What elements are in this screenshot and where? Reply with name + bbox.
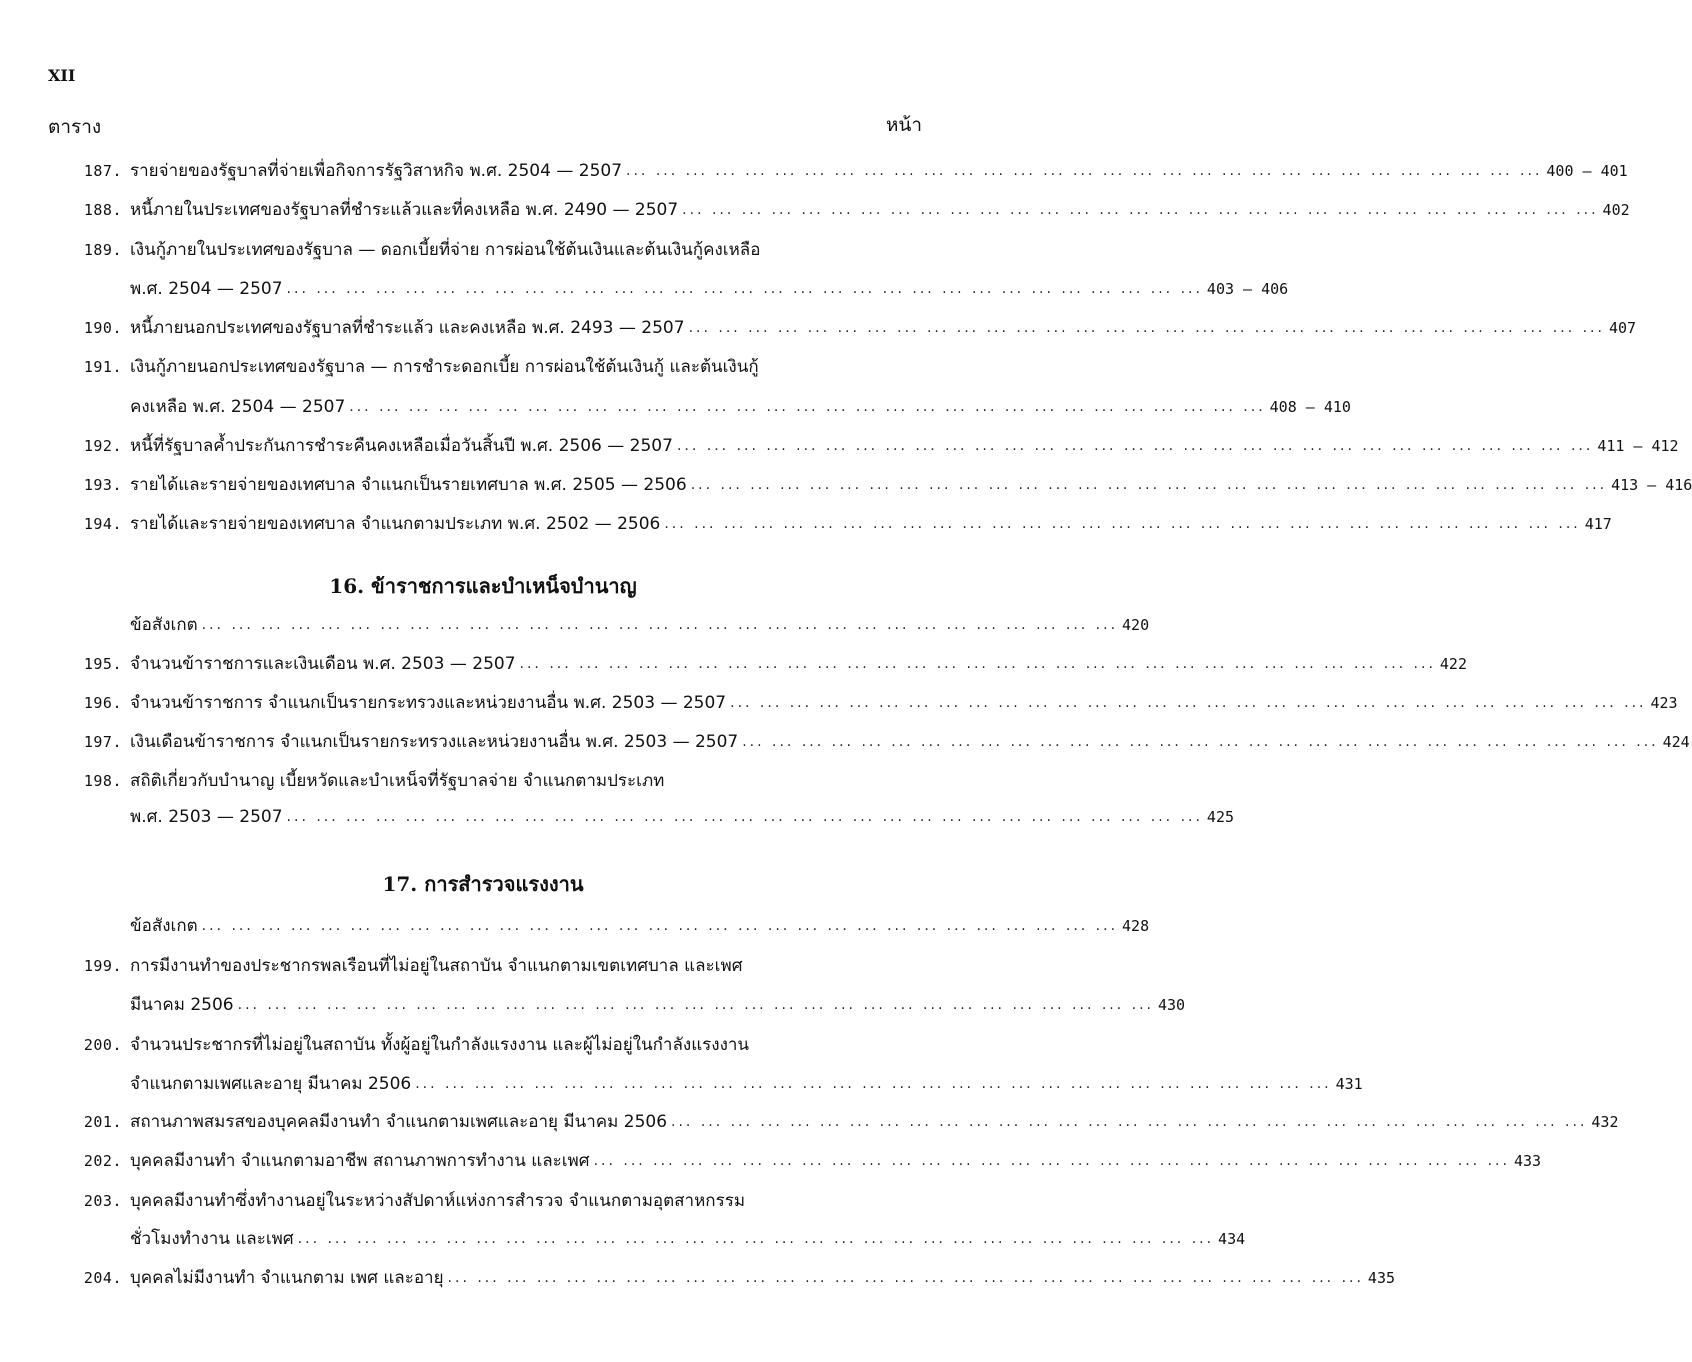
entry-title: หนี้ภายในประเทศของรัฐบาลที่ชำระแล้วและที่คงเหลือ พ.ศ. 2490 — 2507 — [130, 200, 679, 220]
dot-leader: ... ... ... ... ... ... ... ... ... ... ... ... ... ... ... ... ... ... ... ... ... ... ... ... ... ... ... ... ... ... ... — [742, 734, 1659, 750]
entry-title: การมีงานทำของประชากรพลเรือนที่ไม่อยู่ในสถาบัน จำแนกตามเขตเทศบาล และเพศ — [130, 956, 743, 976]
entry-title: สถิติเกี่ยวกับบำนาญ เบี้ยหวัดและบำเหน็จที่รัฐบาลจ่าย จำแนกตามประเภท — [130, 771, 665, 791]
entry-page: 435 — [1367, 1269, 1396, 1287]
contents-entry — [78, 767, 928, 795]
contents-entry — [78, 432, 1679, 460]
contents-entry — [78, 196, 1630, 224]
contents-entry — [78, 353, 928, 381]
entry-number: 192. — [83, 437, 122, 455]
entry-title: เงินกู้ภายในประเทศของรัฐบาล — ดอกเบี้ยที่จ่าย การผ่อนใช้ต้นเงินและต้นเงินกู้คงเหลือ — [130, 240, 761, 260]
entry-body — [130, 1225, 1246, 1253]
dot-leader: ... ... ... ... ... ... ... ... ... ... ... ... ... ... ... ... ... ... ... ... ... ... ... ... ... ... ... ... ... ... ... — [690, 477, 1608, 493]
entry-number: 188. — [83, 201, 122, 219]
contents-entry — [78, 728, 1690, 756]
entry-body — [130, 236, 928, 264]
dot-leader: ... ... ... ... ... ... ... ... ... ... ... ... ... ... ... ... ... ... ... ... ... ... ... ... ... ... ... ... ... ... ... — [730, 695, 1647, 711]
entry-page: 423 — [1650, 694, 1678, 712]
contents-entry — [78, 1187, 928, 1215]
entry-body — [130, 912, 1150, 940]
entry-page: 411 — 412 — [1597, 437, 1679, 455]
entry-title: เงินกู้ภายนอกประเทศของรัฐบาล — การชำระดอกเบี้ย การผ่อนใช้ต้นเงินกู้ และต้นเงินกู้ — [130, 357, 759, 377]
contents-entry — [78, 236, 928, 264]
contents-entry — [78, 1070, 1363, 1098]
entry-body — [130, 1147, 1542, 1175]
entry-number: 200. — [83, 1036, 122, 1054]
entry-page: 403 — 406 — [1206, 280, 1289, 298]
dot-leader: ... ... ... ... ... ... ... ... ... ... ... ... ... ... ... ... ... ... ... ... ... ... ... ... ... ... ... ... ... ... ... — [415, 1076, 1332, 1092]
contents-entry — [78, 157, 1628, 185]
entry-body — [130, 314, 1637, 342]
contents-entry — [78, 689, 1678, 717]
entry-body — [130, 157, 1628, 185]
contents-entry — [78, 650, 1467, 678]
dot-leader: ... ... ... ... ... ... ... ... ... ... ... ... ... ... ... ... ... ... ... ... ... ... ... ... ... ... ... ... ... ... ... — [447, 1270, 1364, 1286]
entry-body — [130, 432, 1679, 460]
dot-leader: ... ... ... ... ... ... ... ... ... ... ... ... ... ... ... ... ... ... ... ... ... ... ... ... ... ... ... ... ... ... ... — [682, 202, 1599, 218]
entry-title: บุคคลมีงานทำ จำแนกตามอาชีพ สถานภาพการทำงาน และเพศ — [130, 1151, 590, 1171]
entry-title: รายได้และรายจ่ายของเทศบาล จำแนกตามประเภท พ.ศ. 2502 — 2506 — [130, 514, 661, 534]
entry-page: 407 — [1608, 319, 1637, 337]
contents-entry — [78, 991, 1186, 1019]
contents-entry — [78, 1031, 928, 1059]
entry-title: บุคคลมีงานทำซึ่งทำงานอยู่ในระหว่างสัปดาห์แห่งการสำรวจ จำแนกตามอุตสาหกรรม — [130, 1191, 746, 1211]
entry-page: 433 — [1513, 1152, 1542, 1170]
dot-leader: ... ... ... ... ... ... ... ... ... ... ... ... ... ... ... ... ... ... ... ... ... ... ... ... ... ... ... ... ... ... ... — [286, 281, 1203, 297]
dot-leader: ... ... ... ... ... ... ... ... ... ... ... ... ... ... ... ... ... ... ... ... ... ... ... ... ... ... ... ... ... ... ... — [671, 1114, 1588, 1130]
entry-title: รายจ่ายของรัฐบาลที่จ่ายเพื่อกิจการรัฐวิสาหกิจ พ.ศ. 2504 — 2507 — [130, 161, 623, 181]
entry-body — [130, 471, 1692, 499]
entry-title: บุคคลไม่มีงานทำ จำแนกตาม เพศ และอายุ — [130, 1268, 444, 1288]
entry-body — [130, 952, 928, 980]
entry-page: 424 — [1662, 733, 1690, 751]
entry-title: จำนวนข้าราชการและเงินเดือน พ.ศ. 2503 — 2507 — [130, 654, 516, 674]
entry-body — [130, 510, 1612, 538]
contents-entry — [78, 510, 1612, 538]
contents-entry — [78, 952, 928, 980]
entry-title: หนี้ที่รัฐบาลค้ำประกันการชำระคืนคงเหลือเมื่อวันสิ้นปี พ.ศ. 2506 — 2507 — [130, 436, 673, 456]
entry-title: คงเหลือ พ.ศ. 2504 — 2507 — [130, 397, 346, 417]
dot-leader: ... ... ... ... ... ... ... ... ... ... ... ... ... ... ... ... ... ... ... ... ... ... ... ... ... ... ... ... ... ... ... — [237, 997, 1154, 1013]
entry-number: 191. — [83, 358, 122, 376]
contents-entry — [78, 803, 1235, 831]
dot-leader: ... ... ... ... ... ... ... ... ... ... ... ... ... ... ... ... ... ... ... ... ... ... ... ... ... ... ... ... ... ... ... — [201, 918, 1119, 934]
contents-entry — [78, 393, 1351, 421]
column-header-table: ตาราง — [48, 116, 102, 138]
contents-entry — [78, 1147, 1542, 1175]
entry-title: มีนาคม 2506 — [130, 995, 234, 1015]
entry-body — [130, 1264, 1396, 1292]
section-heading-16: 16. ข้าราชการและบำเหน็จบำนาญ — [329, 574, 637, 598]
entry-page: 420 — [1122, 616, 1150, 634]
dot-leader: ... ... ... ... ... ... ... ... ... ... ... ... ... ... ... ... ... ... ... ... ... ... ... ... ... ... ... ... ... ... ... — [664, 516, 1581, 532]
entry-number: 204. — [83, 1269, 122, 1287]
entry-body — [130, 689, 1678, 717]
dot-leader: ... ... ... ... ... ... ... ... ... ... ... ... ... ... ... ... ... ... ... ... ... ... ... ... ... ... ... ... ... ... ... — [676, 438, 1594, 454]
entry-page: 432 — [1591, 1113, 1619, 1131]
entry-page: 408 — 410 — [1269, 398, 1351, 416]
entry-body — [130, 803, 1235, 831]
entry-title: จำนวนประชากรที่ไม่อยู่ในสถาบัน ทั้งผู้อยู่ในกำลังแรงงาน และผู้ไม่อยู่ในกำลังแรงงาน — [130, 1035, 750, 1055]
entry-title: พ.ศ. 2503 — 2507 — [130, 807, 283, 827]
entry-title: สถานภาพสมรสของบุคคลมีงานทำ จำแนกตามเพศและอายุ มีนาคม 2506 — [130, 1112, 668, 1132]
entry-body — [130, 1108, 1619, 1136]
entry-title: จำนวนข้าราชการ จำแนกเป็นรายกระทรวงและหน่วยงานอื่น พ.ศ. 2503 — 2507 — [130, 693, 727, 713]
entry-page: 430 — [1158, 996, 1186, 1014]
entry-number: 198. — [83, 772, 122, 790]
entry-body — [130, 611, 1150, 639]
column-header-page: หน้า — [885, 114, 922, 136]
entry-body — [130, 650, 1467, 678]
entry-body — [130, 991, 1186, 1019]
entry-title: ข้อสังเกต — [130, 916, 198, 936]
entry-page: 402 — [1602, 201, 1630, 219]
entry-number: 199. — [83, 957, 122, 975]
entry-page: 400 — 401 — [1546, 162, 1628, 180]
entry-body — [130, 767, 928, 795]
entry-number: 195. — [83, 655, 122, 673]
entry-body — [130, 196, 1630, 224]
entry-number: 194. — [83, 515, 122, 533]
contents-entry — [78, 1225, 1246, 1253]
entry-number: 189. — [83, 241, 122, 259]
entry-number: 187. — [83, 162, 122, 180]
entry-number: 197. — [83, 733, 122, 751]
entry-number: 202. — [83, 1152, 122, 1170]
entry-body — [130, 353, 928, 381]
dot-leader: ... ... ... ... ... ... ... ... ... ... ... ... ... ... ... ... ... ... ... ... ... ... ... ... ... ... ... ... ... ... ... — [519, 656, 1436, 672]
dot-leader: ... ... ... ... ... ... ... ... ... ... ... ... ... ... ... ... ... ... ... ... ... ... ... ... ... ... ... ... ... ... ... — [626, 163, 1543, 179]
entry-body — [130, 728, 1690, 756]
entry-page: 431 — [1335, 1075, 1363, 1093]
dot-leader: ... ... ... ... ... ... ... ... ... ... ... ... ... ... ... ... ... ... ... ... ... ... ... ... ... ... ... ... ... ... ... — [201, 617, 1119, 633]
entry-body — [130, 1070, 1363, 1098]
contents-entry — [78, 314, 1637, 342]
entry-title: ข้อสังเกต — [130, 615, 198, 635]
entry-number: 193. — [83, 476, 122, 494]
contents-entry — [78, 275, 1289, 303]
entry-number: 196. — [83, 694, 122, 712]
entry-number: 190. — [83, 319, 122, 337]
contents-entry — [78, 1108, 1619, 1136]
entry-title: รายได้และรายจ่ายของเทศบาล จำแนกเป็นรายเทศบาล พ.ศ. 2505 — 2506 — [130, 475, 687, 495]
dot-leader: ... ... ... ... ... ... ... ... ... ... ... ... ... ... ... ... ... ... ... ... ... ... ... ... ... ... ... ... ... ... ... — [297, 1231, 1215, 1247]
contents-entry — [78, 1264, 1396, 1292]
entry-title: เงินเดือนข้าราชการ จำแนกเป็นรายกระทรวงและหน่วยงานอื่น พ.ศ. 2503 — 2507 — [130, 732, 739, 752]
page-number: XII — [48, 66, 76, 85]
entry-body — [130, 1031, 928, 1059]
entry-title: พ.ศ. 2504 — 2507 — [130, 279, 283, 299]
entry-title: ชั่วโมงทำงาน และเพศ — [130, 1229, 294, 1249]
contents-entry — [78, 471, 1692, 499]
entry-page: 434 — [1218, 1230, 1246, 1248]
entry-number: 201. — [83, 1113, 122, 1131]
entry-title: จำแนกตามเพศและอายุ มีนาคม 2506 — [130, 1074, 412, 1094]
entry-page: 425 — [1206, 808, 1235, 826]
dot-leader: ... ... ... ... ... ... ... ... ... ... ... ... ... ... ... ... ... ... ... ... ... ... ... ... ... ... ... ... ... ... ... — [593, 1153, 1510, 1169]
dot-leader: ... ... ... ... ... ... ... ... ... ... ... ... ... ... ... ... ... ... ... ... ... ... ... ... ... ... ... ... ... ... ... — [349, 399, 1266, 415]
entry-page: 417 — [1584, 515, 1612, 533]
contents-entry — [78, 611, 1150, 639]
section-heading-17: 17. การสำรวจแรงงาน — [382, 872, 584, 896]
entry-page: 422 — [1439, 655, 1467, 673]
entry-title: หนี้ภายนอกประเทศของรัฐบาลที่ชำระแล้ว และคงเหลือ พ.ศ. 2493 — 2507 — [130, 318, 685, 338]
dot-leader: ... ... ... ... ... ... ... ... ... ... ... ... ... ... ... ... ... ... ... ... ... ... ... ... ... ... ... ... ... ... ... — [286, 809, 1203, 825]
entry-page: 413 — 416 — [1611, 476, 1692, 494]
entry-body — [130, 275, 1289, 303]
entry-page: 428 — [1122, 917, 1150, 935]
dot-leader: ... ... ... ... ... ... ... ... ... ... ... ... ... ... ... ... ... ... ... ... ... ... ... ... ... ... ... ... ... ... ... — [688, 320, 1605, 336]
entry-number: 203. — [83, 1192, 122, 1210]
entry-body — [130, 393, 1351, 421]
entry-body — [130, 1187, 928, 1215]
contents-entry — [78, 912, 1150, 940]
